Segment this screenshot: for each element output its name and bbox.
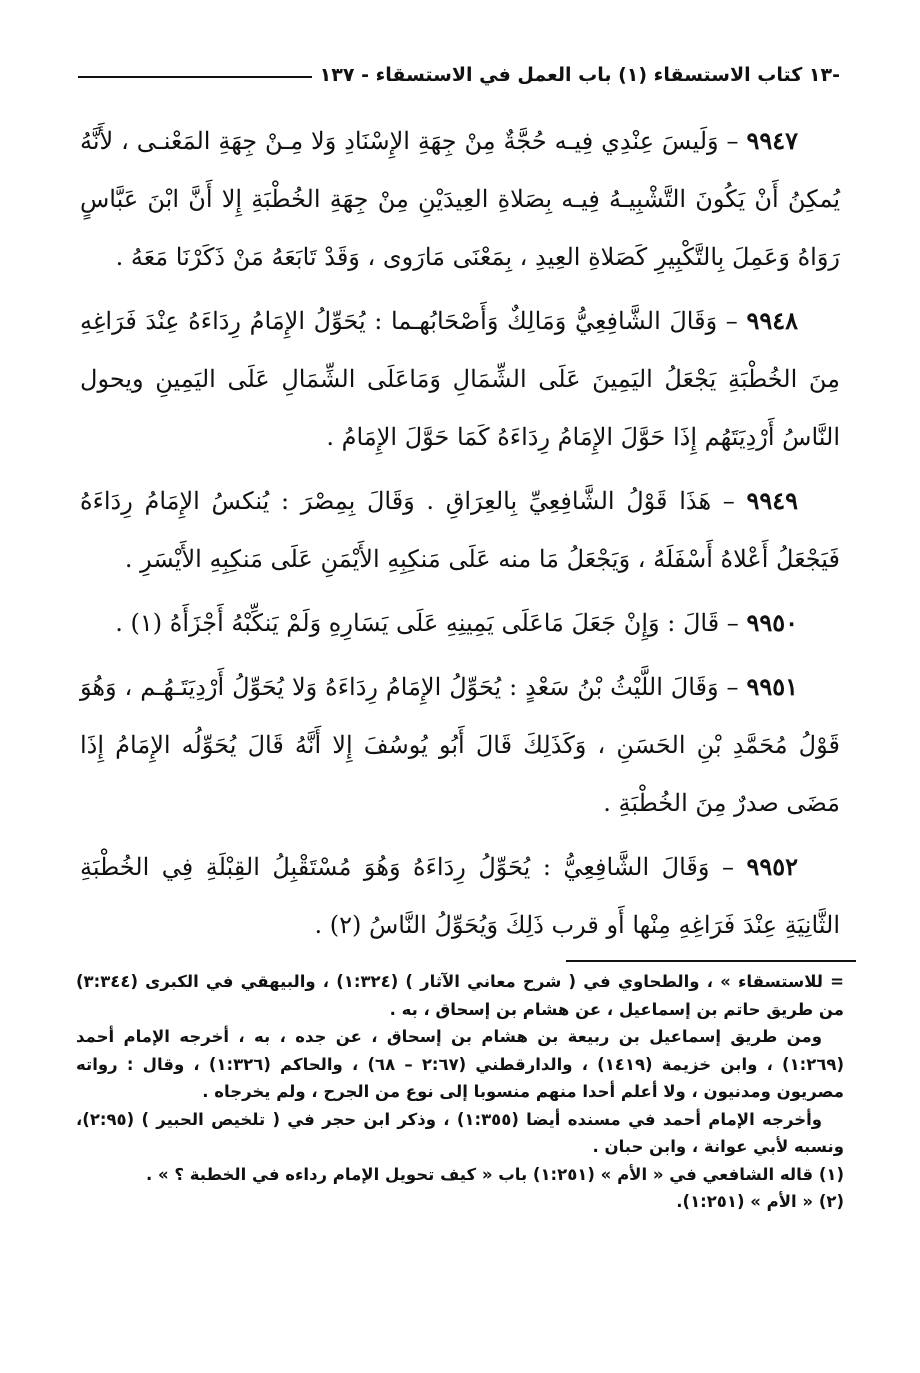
footnote-paragraph: وأخرجه الإمام أحمد في مسنده أيضا (١:٣٥٥) ، وذكر ابن حجر في ( تلخيص الحبير ) (٢:٩٥)، ونسبه لأبي عوانة ، وابن حبان .: [76, 1109, 844, 1156]
footnote-paragraph: ومن طريق إسماعيل بن ربيعة بن هشام بن إسحاق ، عن جده ، به ، أخرجه الإمام أحمد (١:٢٦٩) ، وابن خزيمة (١٤١٩) ، والدارقطني (٢:٦٧ – ٦٨) ، والحاكم (١:٣٢٦) ، وقال : رواته مصريون ومدنيون ، ولا أعلم أحدا منهم منسوبا إلى نوع من الجرح ، ولم يخرجاه .: [76, 1027, 845, 1101]
paragraph-text: – وَقَالَ اللَّيْثُ بْنُ سَعْدٍ : يُحَوِّلُ الإِمَامُ رِدَاءَهُ وَلا يُحَوِّلُ أَرْدِيَتَـهُـم ، وَهُوَ قَوْلُ مُحَمَّدِ بْنِ الحَسَنِ ، وَكَذَلِكَ قَالَ أَبُو يُوسُفَ إِلا أَنَّهُ قَالَ يُحَوِّلُه الإِمَامُ إِذَا مَضَى صدرٌ مِنَ الخُطْبَةِ .: [80, 673, 840, 817]
footnotes: [76, 968, 844, 1216]
paragraph-number: ٩٩٤٨: [746, 306, 798, 335]
header-rule: [78, 76, 312, 78]
header-text: -١٣ كتاب الاستسقاء (١) باب العمل في الاستسقاء - ١٣٧: [319, 64, 840, 86]
paragraph-number: ٩٩٥٠: [746, 608, 798, 637]
paragraph-9949: [80, 472, 840, 588]
paragraph-number: ٩٩٥١: [746, 672, 798, 701]
paragraph-number: ٩٩٤٧: [746, 126, 798, 155]
paragraph-number: ٩٩٤٩: [746, 486, 798, 515]
paragraph-9951: [80, 658, 840, 832]
paragraph-text: – وَقَالَ الشَّافِعِيُّ : يُحَوِّلُ رِدَاءَهُ وَهُوَ مُسْتَقْبِلُ القِبْلَةِ فِي الخُطْبَةِ الثَّانِيَةِ عِنْدَ فَرَاغِهِ مِنْها أَو قرب ذَلِكَ وَيُحَوِّلُ النَّاسُ (٢) .: [80, 853, 840, 939]
main-text: [80, 112, 840, 960]
footnote-2: (٢) « الأم » (١:٢٥١).: [676, 1192, 844, 1211]
paragraph-text: – وَقَالَ الشَّافِعِيُّ وَمَالِكٌ وَأَصْحَابُهـما : يُحَوِّلُ الإِمَامُ رِدَاءَهُ عِنْدَ فَرَاغِهِ مِنَ الخُطْبَةِ يَجْعَلُ اليَمِينَ عَلَى الشِّمَالِ وَمَاعَلَى الشِّمَالِ عَلَى اليَمِينِ ويحول النَّاسُ أَرْدِيَتَهُم إِذَا حَوَّلَ الإِمَامُ رِدَاءَهُ كَمَا حَوَّلَ الإِمَامُ .: [80, 307, 840, 451]
paragraph-9948: [80, 292, 840, 466]
footnote-divider: [566, 960, 856, 962]
paragraph-text: – وَلَيسَ عِنْدِي فِيـه حُجَّةٌ مِنْ جِهَةِ الإِسْنَادِ وَلا مِـنْ جِهَةِ المَعْنـى ، لأَنَّهُ يُمكِنُ أَنْ يَكُونَ التَّشْبِيـهُ فِيـه بِصَلاةِ العِيدَيْنِ مِنْ جِهَةِ الخُطْبَةِ إِلا أَنَّ ابْنَ عَبَّاسٍ رَوَاهُ وَعَمِلَ بِالتَّكْبِيرِ كَصَلاةِ العِيدِ ، بِمَعْنَى مَارَوى ، وَقَدْ تَابَعَهُ مَنْ ذَكَرْنَا مَعَهُ .: [80, 127, 840, 271]
running-header: [78, 58, 840, 92]
paragraph-text: – قَالَ : وَإِنْ جَعَلَ مَاعَلَى يَمِينِهِ عَلَى يَسَارِهِ وَلَمْ يَنكِّبْهُ أَجْزَأَهُ (١) .: [115, 609, 747, 637]
paragraph-text: – هَذَا قَوْلُ الشَّافِعِيِّ بِالعِرَاقِ . وَقَالَ بِمِصْرَ : يُنكسُ الإِمَامُ رِدَاءَهُ فَيَجْعَلُ أَعْلاهُ أَسْفَلَهُ ، وَيَجْعَلُ مَا منه عَلَى مَنكِبِهِ الأَيْمَنِ عَلَى مَنكِبِهِ الأَيْسَرِ .: [80, 487, 840, 573]
footnote-1: (١) قاله الشافعي في « الأم » (١:٢٥١) باب « كيف تحويل الإمام رداءه في الخطبة ؟ » .: [145, 1164, 844, 1184]
paragraph-9950: [80, 594, 840, 652]
paragraph-number: ٩٩٥٢: [746, 852, 798, 881]
footnote-continuation: = للاستسقاء » ، والطحاوي في ( شرح معاني الآثار ) (١:٣٢٤) ، والبيهقي في الكبرى (٣:٣٤٤) من طريق حاتم بن إسماعيل ، عن هشام بن إسحاق ، به .: [76, 972, 844, 1019]
paragraph-9947: [80, 112, 840, 286]
paragraph-9952: [80, 838, 840, 954]
